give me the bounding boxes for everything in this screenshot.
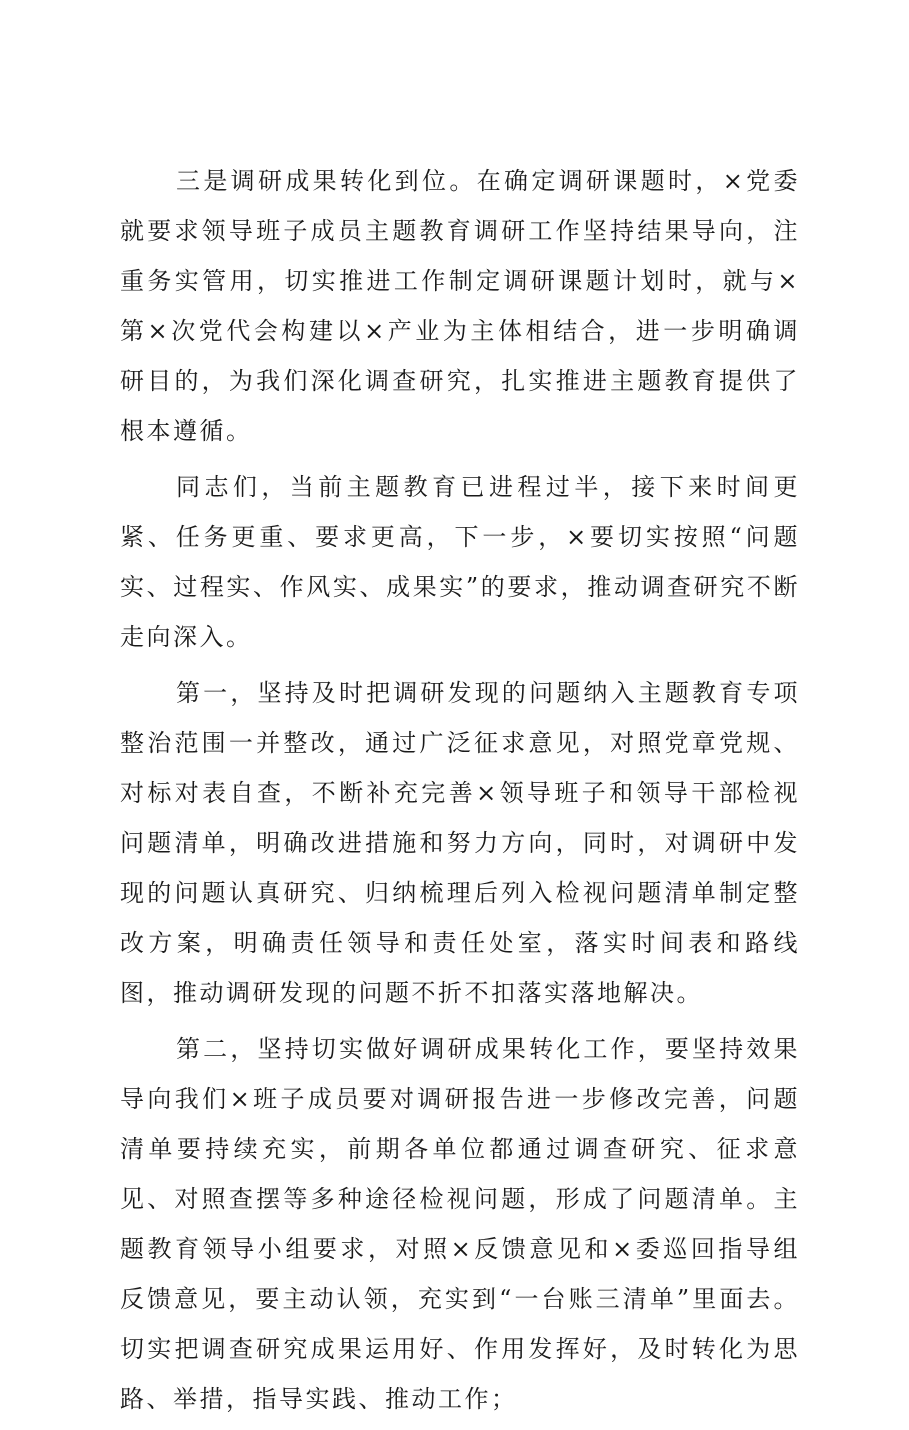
paragraph-comrades-address: 同志们，当前主题教育已进程过半，接下来时间更紧、任务更重、要求更高，下一步，×要切实按照“问题实、过程实、作风实、成果实”的要求，推动调查研究不断走向深入。	[120, 473, 800, 651]
document-body	[120, 156, 800, 1430]
paragraph-results-transformation: 三是调研成果转化到位。在确定调研课题时，×党委就要求领导班子成员主题教育调研工作坚持结果导向，注重务实管用，切实推进工作制定调研课题计划时，就与×第×次党代会构建以×产业为主体相结合，进一步明确调研目的，为我们深化调查研究，扎实推进主题教育提供了根本遵循。	[120, 167, 800, 445]
paragraph-first-point: 第一，坚持及时把调研发现的问题纳入主题教育专项整治范围一并整改，通过广泛征求意见，对照党章党规、对标对表自查，不断补充完善×领导班子和领导干部检视问题清单，明确改进措施和努力方向，同时，对调研中发现的问题认真研究、归纳梳理后列入检视问题清单制定整改方案，明确责任领导和责任处室，落实时间表和路线图，推动调研发现的问题不折不扣落实落地解决。	[120, 679, 800, 1007]
paragraph-second-point: 第二，坚持切实做好调研成果转化工作，要坚持效果导向我们×班子成员要对调研报告进一步修改完善，问题清单要持续充实，前期各单位都通过调查研究、征求意见、对照查摆等多种途径检视问题，形成了问题清单。主题教育领导小组要求，对照×反馈意见和×委巡回指导组反馈意见，要主动认领，充实到“一台账三清单”里面去。切实把调查研究成果运用好、作用发挥好，及时转化为思路、举措，指导实践、推动工作；	[120, 1035, 800, 1413]
